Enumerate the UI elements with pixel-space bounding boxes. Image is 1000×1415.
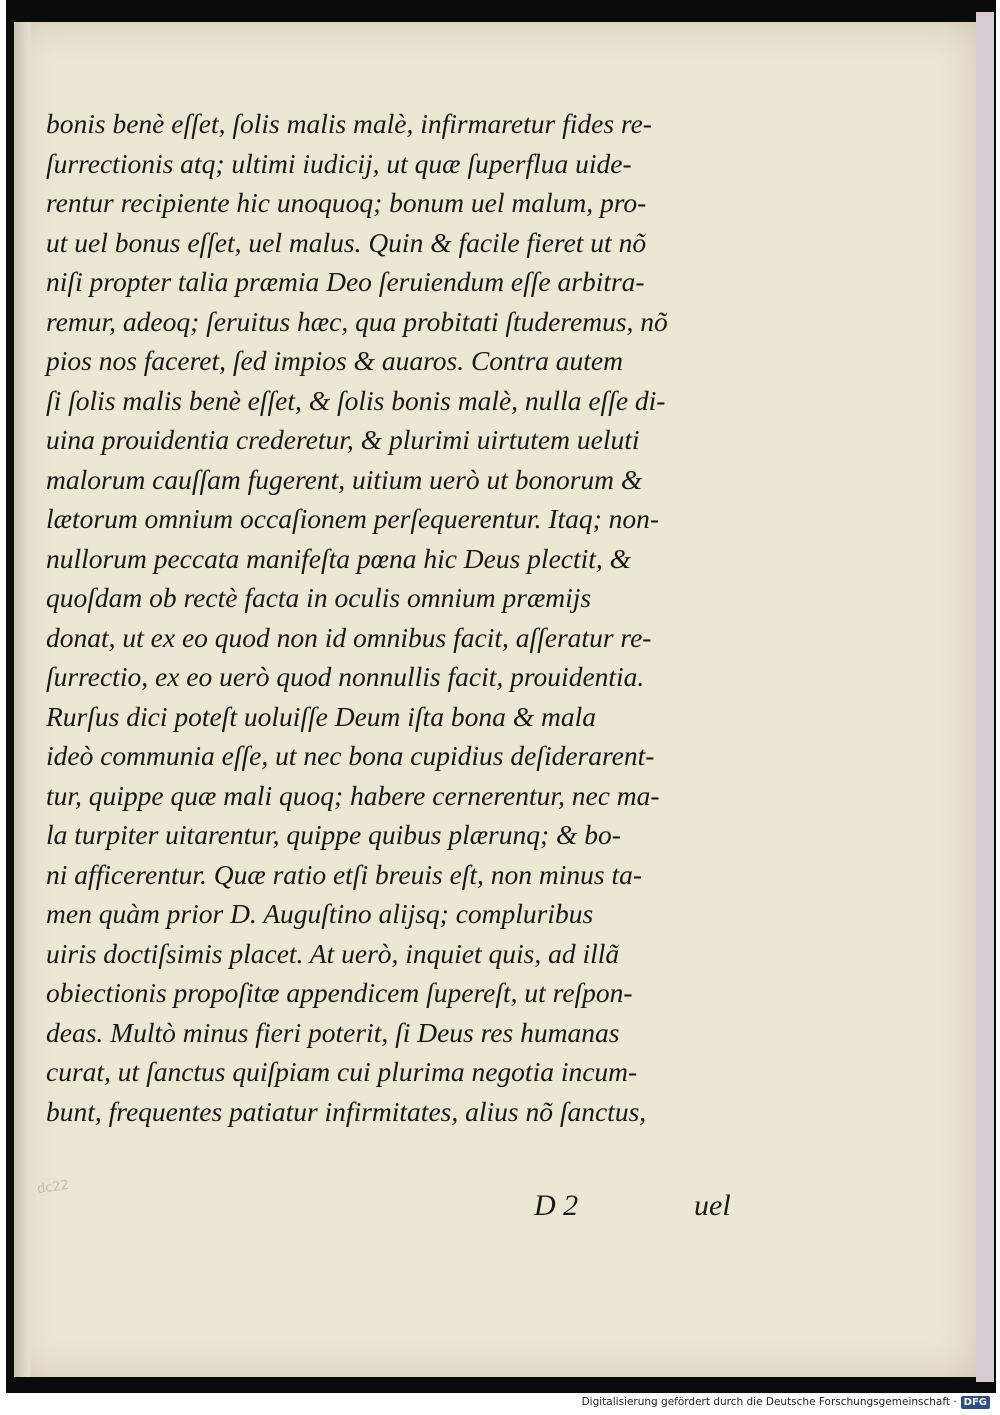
library-stamp: dc22 xyxy=(36,1177,70,1198)
text-line: bonis benè eſſet, ſolis malis malè, infirmaretur fides re- xyxy=(46,108,652,139)
catchword: uel xyxy=(694,1189,731,1222)
text-line: malorum cauſſam fugerent, uitium uerò ut bonorum & xyxy=(46,463,643,495)
text-line: uina prouidentia crederetur, & plurimi uirtutem ueluti xyxy=(46,424,640,455)
page-text-body xyxy=(46,104,736,1131)
text-line: obiectionis propoſitæ appendicem ſupereſt, ut reſpon- xyxy=(46,977,633,1008)
text-line: ſurrectionis atq; ultimi iudicij, ut quæ ſuperflua uide- xyxy=(46,147,632,179)
text-line: bunt, frequentes patiatur infirmitates, alius nõ ſanctus, xyxy=(46,1095,647,1127)
text-line: ideò communia eſſe, ut nec bona cupidius deſiderarent- xyxy=(46,740,655,771)
text-line: curat, ut ſanctus quiſpiam cui plurima negotia incum- xyxy=(46,1056,638,1087)
text-line: uiris doctiſsimis placet. At uerò, inquiet quis, ad illã xyxy=(46,937,620,969)
text-line: nullorum peccata manifeſta pœna hic Deus plectit, & xyxy=(46,542,632,574)
text-line: Rurſus dici poteſt uoluiſſe Deum iſta bona & mala xyxy=(46,700,596,732)
text-line: niſi propter talia præmia Deo ſeruiendum eſſe arbitra- xyxy=(46,266,645,297)
text-line: ſi ſolis malis benè eſſet, & ſolis bonis malè, nulla eſſe di- xyxy=(46,384,666,416)
text-line: ni afficerentur. Quæ ratio etſi breuis eſt, non minus ta- xyxy=(46,858,643,890)
signature-mark: D 2 xyxy=(534,1189,579,1222)
text-line: donat, ut ex eo quod non id omnibus facit, aſſeratur re- xyxy=(46,621,652,653)
text-line: quoſdam ob rectè facta in oculis omnium præmijs xyxy=(46,582,592,613)
text-line: la turpiter uitarentur, quippe quibus plærunq; & bo- xyxy=(46,819,621,850)
page-gutter xyxy=(14,22,30,1377)
page-foot-line xyxy=(44,1189,734,1229)
text-line: ſurrectio, ex eo uerò quod nonnullis facit, prouidentia. xyxy=(46,661,645,692)
text-line: deas. Multò minus fieri poterit, ſi Deus res humanas xyxy=(46,1016,620,1048)
digitization-credit xyxy=(582,1393,990,1411)
text-line: men quàm prior D. Auguſtino alijsq; compluribus xyxy=(46,898,594,929)
text-line: pios nos faceret, ſed impios & auaros. Contra autem xyxy=(46,345,623,376)
dfg-logo: DFG xyxy=(961,1396,990,1409)
text-line: lætorum omnium occaſionem perſequerentur. Itaq; non- xyxy=(46,503,660,534)
credit-text: Digitalisierung gefördert durch die Deutsche Forschungsgemeinschaft · xyxy=(581,1396,957,1408)
text-line: ut uel bonus eſſet, uel malus. Quin & facile fieret ut nõ xyxy=(46,226,647,258)
scan-edge-strip xyxy=(976,12,994,1382)
text-line: tur, quippe quæ mali quoq; habere cernerentur, nec ma- xyxy=(46,779,660,811)
text-line: rentur recipiente hic unoquoq; bonum uel malum, pro- xyxy=(46,187,647,218)
text-line: remur, adeoq; ſeruitus hæc, qua probitati ſtuderemus, nõ xyxy=(46,305,668,337)
